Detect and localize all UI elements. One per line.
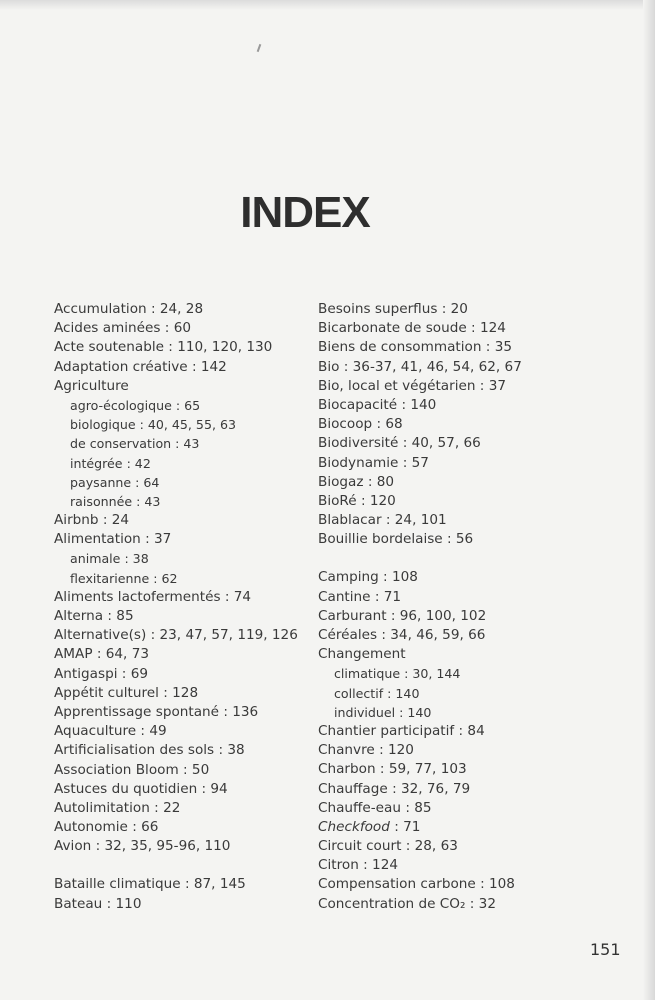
index-term: Avion [54,838,92,855]
index-column-right [318,300,522,914]
index-term: Chauffage [318,780,388,797]
index-term: Chantier participatif [318,722,455,739]
index-pages: : 20 [437,301,468,317]
index-entry [318,799,522,818]
index-entry [54,684,298,703]
index-term: Alimentation [54,531,141,548]
index-entry [318,722,522,741]
index-pages: : 108 [378,569,418,586]
index-pages: : 62 [149,570,178,586]
index-term: Compensation carbone [318,876,476,893]
index-pages: : 74 [220,588,252,605]
index-entry [54,741,298,760]
index-pages: : 43 [171,436,200,452]
index-term: Céréales [318,627,378,643]
index-pages: : 38 [214,742,245,759]
index-subentry [318,703,522,722]
index-pages: : 68 [372,416,403,433]
index-term: Bio, local et végétarien [318,377,476,394]
index-entry [318,530,522,549]
index-term: collectif [334,685,384,701]
index-term: Adaptation créative [54,358,188,375]
index-term: biologique [70,417,136,433]
index-subentry [54,454,298,473]
index-entry [54,799,298,818]
index-entry [54,530,298,549]
index-subentry [318,664,522,683]
index-term: Biogaz [318,473,364,490]
index-term: AMAP [54,646,93,663]
index-pages: : 56 [442,531,474,548]
index-subentry [54,492,298,511]
index-term: Aquaculture [54,723,137,740]
index-term: Biocoop [318,416,373,433]
index-entry [54,300,298,319]
index-pages: : 71 [389,818,421,835]
index-entry [318,338,522,357]
page-title: INDEX [240,188,370,237]
index-term: Alternative(s) [54,627,147,644]
page-number: 151 [590,940,621,959]
index-entry [54,665,298,684]
index-entry [54,338,298,357]
index-entry [54,761,298,780]
index-pages: : 49 [136,723,167,740]
index-term: de conservation [70,436,172,452]
index-pages: : 69 [117,665,148,682]
index-pages: : 85 [401,799,432,816]
index-entry [318,492,522,511]
index-pages: : 60 [160,320,192,337]
index-term: Besoins superflus [318,301,438,317]
index-pages: : 80 [363,473,395,490]
index-pages: : 24, 28 [146,301,204,317]
index-entry [318,818,522,837]
index-entry [54,511,298,530]
index-entry [318,377,522,396]
index-term: Biodynamie [318,454,399,471]
index-term: agro-écologique [70,397,172,413]
index-term: Antigaspi [54,665,118,682]
index-term: Chauffe-eau [318,799,401,816]
index-term: Cantine [318,588,371,605]
index-entry [318,511,522,530]
index-entry [318,626,522,645]
index-pages: : 71 [370,588,402,605]
index-term: Alterna [54,608,104,624]
index-pages: : 140 [397,396,437,413]
index-pages: : 34, 46, 59, 66 [377,627,486,643]
index-term: Autolimitation [54,799,150,816]
index-pages: : 136 [219,703,259,720]
index-term: Chanvre [318,742,375,759]
index-entry [54,607,298,626]
index-entry [318,415,522,434]
index-pages: : 110, 120, 130 [163,339,273,356]
index-pages: : 35 [481,339,512,356]
index-pages: : 66 [127,819,159,836]
index-pages: : 40, 57, 66 [398,435,481,452]
index-entry [318,358,522,377]
index-entry [318,396,522,415]
index-pages: : 38 [120,551,149,567]
index-term: Artificialisation des sols [54,742,215,759]
index-term: Changement [318,646,406,663]
index-pages: : 23, 47, 57, 119, 126 [146,627,298,644]
index-pages: : 32, 35, 95-96, 110 [91,838,231,855]
index-pages: : 142 [187,358,227,375]
index-entry [54,319,298,338]
index-entry [54,818,298,837]
index-pages: : 96, 100, 102 [386,607,487,624]
index-entry [318,760,522,779]
index-entry [54,377,298,396]
index-term: Accumulation [54,301,147,317]
page-edge-right [643,0,655,1000]
index-term: intégrée [70,455,123,471]
index-pages: : 87, 145 [180,876,246,893]
index-pages: : 108 [475,876,515,893]
index-pages: : 140 [383,685,420,701]
index-term: Camping [318,569,379,586]
index-term: Bouillie bordelaise [318,531,443,548]
index-entry [54,703,298,722]
index-pages: : 120 [374,742,414,759]
index-term: Astuces du quotidien [54,780,198,797]
index-entry [318,645,522,664]
index-entry [318,568,522,587]
index-pages: : 37 [475,377,507,394]
index-term: Blablacar [318,512,382,529]
index-pages: : 42 [122,455,151,471]
index-pages: : 24 [98,512,130,529]
index-entry [318,856,522,875]
index-term: paysanne [70,474,132,490]
index-term: Agriculture [54,377,129,394]
index-term: Bicarbonate de soude [318,320,467,337]
index-term: Charbon [318,761,376,778]
index-pages: : 43 [132,493,161,509]
index-subentry [54,473,298,492]
index-entry [318,454,522,473]
index-pages: : 59, 77, 103 [375,761,467,778]
index-pages: : 28, 63 [401,838,458,855]
index-entry [318,434,522,453]
index-entry [318,588,522,607]
index-term: Association Bloom [54,761,179,778]
index-pages: : 128 [158,684,199,701]
index-term: Bio [318,358,340,375]
index-term: Acides aminées [54,320,161,337]
index-term: Bateau [54,895,103,912]
index-term: Biocapacité [318,396,398,413]
index-pages: : 64 [131,474,160,490]
index-subentry [54,549,298,568]
index-term: BioRé [318,492,357,509]
index-pages: : 140 [395,704,432,720]
index-term: Airbnb [54,512,99,529]
index-term: individuel [334,704,396,720]
index-entry [318,319,522,338]
index-pages: : 30, 144 [400,666,461,682]
index-term: Citron [318,857,359,874]
index-subentry [54,415,298,434]
index-pages: : 32 [465,895,496,912]
index-column-left [54,300,298,914]
index-subentry [318,684,522,703]
index-term: flexitarienne [70,570,150,586]
index-pages: : 50 [178,761,210,778]
index-term: Circuit court [318,838,402,855]
index-entry [54,588,298,607]
index-entry [54,837,298,856]
index-subentry [54,569,298,588]
index-term: Aliments lactofermentés [54,588,221,605]
index-pages: : 37 [140,531,172,548]
index-pages: : 57 [398,454,429,471]
index-pages: : 40, 45, 55, 63 [135,417,236,433]
index-entry [54,645,298,664]
index-entry [318,837,522,856]
page-edge-top [0,0,655,10]
index-entry [318,780,522,799]
index-term: Acte soutenable [54,339,164,356]
index-entry [54,875,298,894]
index-subentry [54,434,298,453]
index-pages: : 65 [171,397,201,413]
index-term: animale [70,551,121,567]
index-pages: : 84 [454,722,485,739]
index-term: Carburant [318,607,387,624]
index-term: climatique [334,666,401,682]
index-entry [54,895,298,914]
index-pages: : 24, 101 [381,512,447,529]
index-pages: : 94 [197,780,228,797]
index-term: Concentration de CO₂ [318,895,466,912]
index-pages: : 85 [103,608,134,624]
index-term: Appétit culturel [54,684,159,701]
index-term: Biens de consommation [318,339,482,356]
index-pages: : 124 [358,857,398,874]
index-term: Bataille climatique [54,876,181,893]
index-term: Checkfood [318,818,390,835]
index-pages: : 22 [149,799,181,816]
index-entry [54,358,298,377]
index-entry [318,875,522,894]
index-pages: : 120 [356,492,396,509]
stray-mark [257,44,262,52]
index-entry [318,895,522,914]
index-pages: : 32, 76, 79 [387,780,471,797]
index-pages: : 64, 73 [92,646,149,663]
index-subentry [54,396,298,415]
index-term: Biodiversité [318,435,399,452]
index-entry [318,741,522,760]
index-pages: : 36-37, 41, 46, 54, 62, 67 [339,358,522,375]
index-entry [54,780,298,799]
index-entry [54,626,298,645]
index-pages: : 110 [102,895,142,912]
index-entry [318,300,522,319]
index-entry [318,473,522,492]
index-term: raisonnée [70,493,133,509]
index-entry [318,607,522,626]
index-term: Apprentissage spontané [54,703,220,720]
index-term: Autonomie [54,819,128,836]
index-pages: : 124 [466,320,506,337]
index-entry [54,722,298,741]
